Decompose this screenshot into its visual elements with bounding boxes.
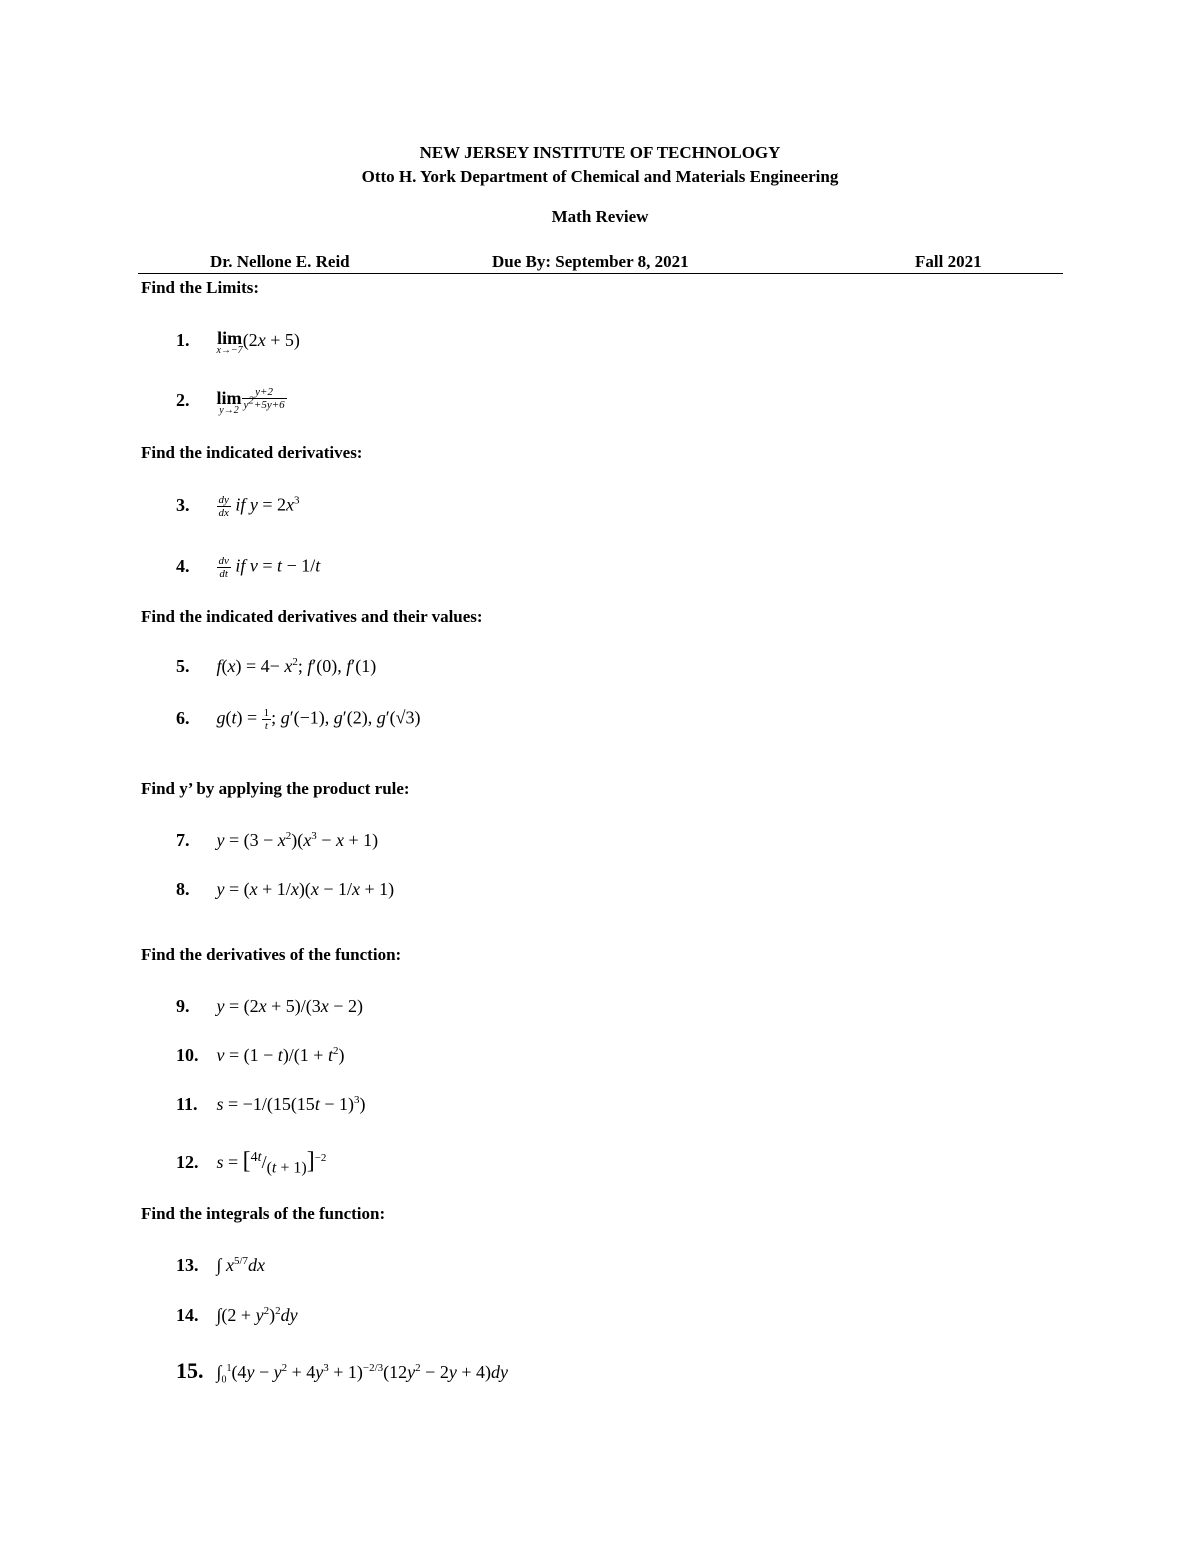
problem-15: 15. $\int_0^1(4y - y^2 + 4y^3 + 1)^{-2/3}(12y^2 - 2y + 4)dy$ [176,1358,508,1386]
department-name: Otto H. York Department of Chemical and Materials Engineering [361,167,839,186]
problem-11: 11. $s = -1/(15(15t - 1)^3)$ [176,1094,366,1114]
problem-8: 8. y = (x + 1/x)(x − 1/x + 1) [176,879,395,899]
problem-number: 1. [176,330,190,350]
problem-number: 13. [176,1255,199,1275]
problem-number: 7. [176,830,190,850]
problem-number: 6. [176,707,190,728]
limit-expression: lim x→−7 [216,328,243,356]
section-heading-derivative-values: Find the indicated derivatives and their values: [141,607,483,626]
fraction: $\frac{y+2}{y^2+5y+6}$ [243,386,285,412]
problem-number: 9. [176,996,190,1016]
problem-number: 12. [176,1152,199,1172]
section-heading-limits: Find the Limits: [141,278,260,297]
problem-number: 10. [176,1045,199,1065]
fraction: $\frac{dy}{dx}$ [218,494,229,519]
problem-6: 6. g(t) = $\frac{1}{t}$ ; g′(−1), g′(2), g′(√3) [176,707,421,732]
fraction: $\frac{1}{t}$ [263,707,270,732]
section-heading-product-rule: Find y’ by applying the product rule: [141,779,410,798]
document-title: Math Review [551,207,649,226]
problem-5: 5. $f(x) = 4- x^2$; f′(0), f′(1) [176,656,377,676]
problem-number: 8. [176,879,190,899]
problem-13: 13. ∫ $x^{5/7}dx$ [176,1255,265,1275]
header-divider [138,273,1063,274]
section-heading-derivatives: Find the indicated derivatives: [141,443,363,462]
institution-name: NEW JERSEY INSTITUTE OF TECHNOLOGY [419,143,781,162]
problem-1: 1. lim x→−7 (2x + 5) [176,328,300,356]
section-heading-integrals: Find the integrals of the function: [141,1204,386,1223]
term: Fall 2021 [915,252,982,271]
due-date: Due By: September 8, 2021 [492,252,689,271]
problem-4: 4. $\frac{dv}{dt}$ if v = t − 1/t [176,555,321,580]
section-heading-function-derivatives: Find the derivatives of the function: [141,945,402,964]
problem-3: 3. $\frac{dy}{dx}$ if $y = 2x^3$ [176,494,300,519]
instructor-name: Dr. Nellone E. Reid [210,252,350,271]
problem-number: 2. [176,390,190,410]
problem-number: 11. [176,1094,198,1114]
problem-2 [176,386,287,416]
problem-number: 15. [176,1358,204,1383]
problem-number: 3. [176,494,190,515]
problem-10: 10. $v = (1 - t)/(1 + t^2)$ [176,1045,345,1065]
limit-expression: lim y→2 [216,388,242,416]
fraction: $\frac{dv}{dt}$ [218,555,229,580]
problem-12: 12. $s = [^{4t}/_{(t + 1)}]^{-2}$ [176,1148,327,1177]
problem-number: 5. [176,656,190,676]
problem-7: 7. $y = (3 - x^2)(x^3 - x + 1)$ [176,830,379,850]
problem-9: 9. y = (2x + 5)/(3x − 2) [176,996,363,1016]
problem-number: 14. [176,1305,199,1325]
problem-14: 14. $\int(2 + y^2)^2dy$ [176,1305,298,1325]
problem-number: 4. [176,555,190,576]
